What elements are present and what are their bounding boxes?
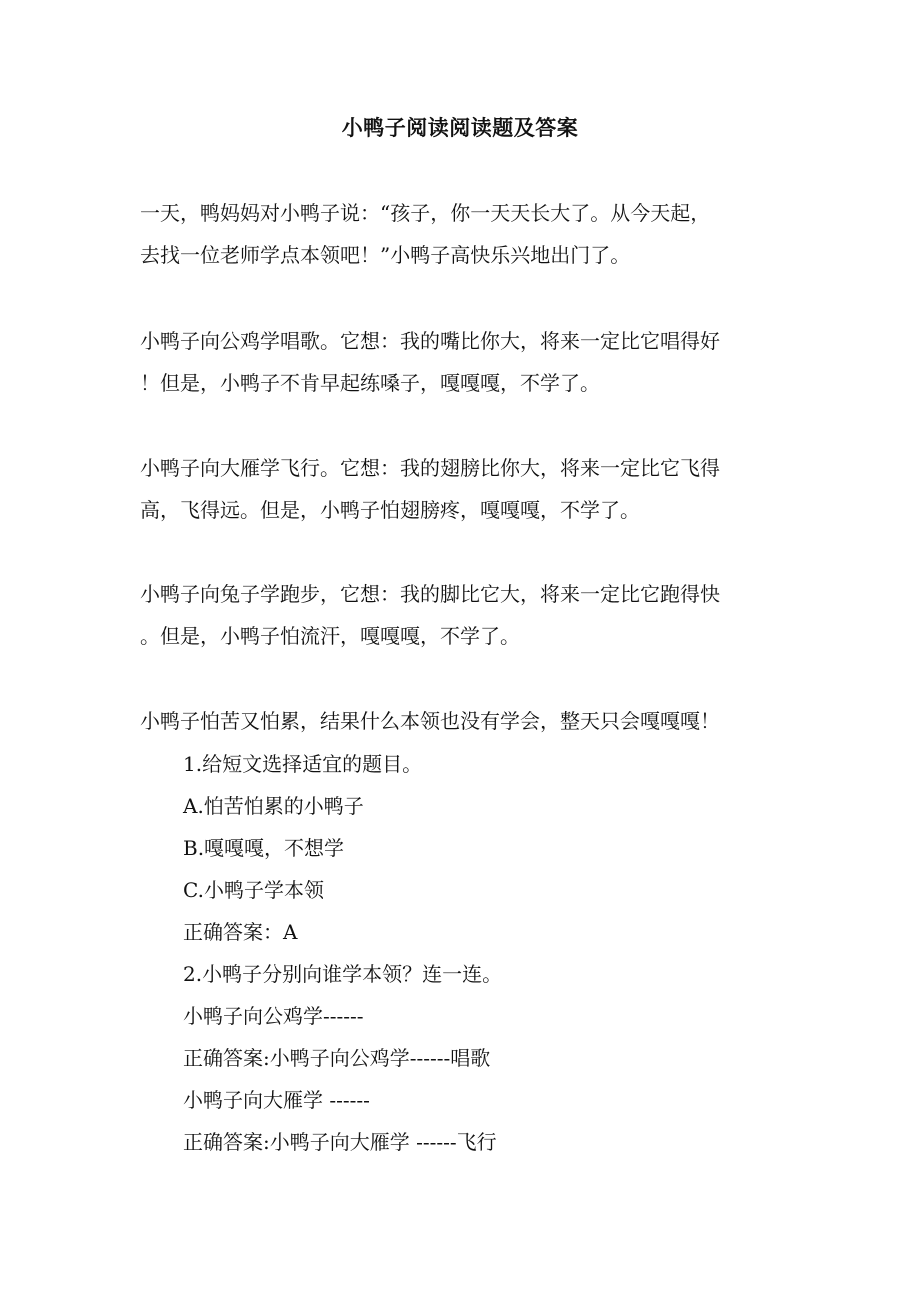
answer-1: 正确答案：A xyxy=(183,920,298,944)
paragraph-rabbit xyxy=(140,573,800,657)
paragraph-line: 去找一位老师学点本领吧！”小鸭子高快乐兴地出门了。 xyxy=(140,243,631,267)
option-b: B.嘎嘎嘎，不想学 xyxy=(183,836,345,860)
paragraph-line: 小鸭子怕苦又怕累，结果什么本领也没有学会，整天只会嘎嘎嘎！ xyxy=(140,709,720,733)
paragraph-line: 小鸭子向兔子学跑步，它想：我的脚比它大，将来一定比它跑得快 xyxy=(140,582,720,606)
paragraph-intro xyxy=(140,192,800,276)
match-goose: 小鸭子向大雁学 ------ xyxy=(183,1088,370,1112)
paragraph-rooster xyxy=(140,320,800,404)
match-rooster: 小鸭子向公鸡学------ xyxy=(183,1004,364,1028)
option-a: A.怕苦怕累的小鸭子 xyxy=(183,794,364,818)
paragraph-line: 小鸭子向大雁学飞行。它想：我的翅膀比你大，将来一定比它飞得 xyxy=(140,456,720,480)
paragraph-goose xyxy=(140,447,800,531)
option-c: C.小鸭子学本领 xyxy=(183,878,324,902)
paragraph-line: 高，飞得远。但是，小鸭子怕翅膀疼，嘎嘎嘎，不学了。 xyxy=(140,498,640,522)
document-title: 小鸭子阅读阅读题及答案 xyxy=(341,115,579,140)
question-1: 1.给短文选择适宜的题目。 xyxy=(183,752,423,776)
paragraph-line: 小鸭子向公鸡学唱歌。它想：我的嘴比你大，将来一定比它唱得好 xyxy=(140,329,720,353)
paragraph-line: 。但是，小鸭子怕流汗，嘎嘎嘎，不学了。 xyxy=(140,624,520,648)
paragraph-line: 一天，鸭妈妈对小鸭子说：“孩子，你一天天长大了。从今天起， xyxy=(140,201,711,225)
answer-goose: 正确答案:小鸭子向大雁学 ------飞行 xyxy=(183,1130,497,1154)
paragraph-line: ！但是，小鸭子不肯早起练嗓子，嘎嘎嘎，不学了。 xyxy=(140,371,600,395)
question-2: 2.小鸭子分别向谁学本领？连一连。 xyxy=(183,962,503,986)
answer-rooster: 正确答案:小鸭子向公鸡学------唱歌 xyxy=(183,1046,491,1070)
paragraph-conclusion xyxy=(140,700,800,742)
